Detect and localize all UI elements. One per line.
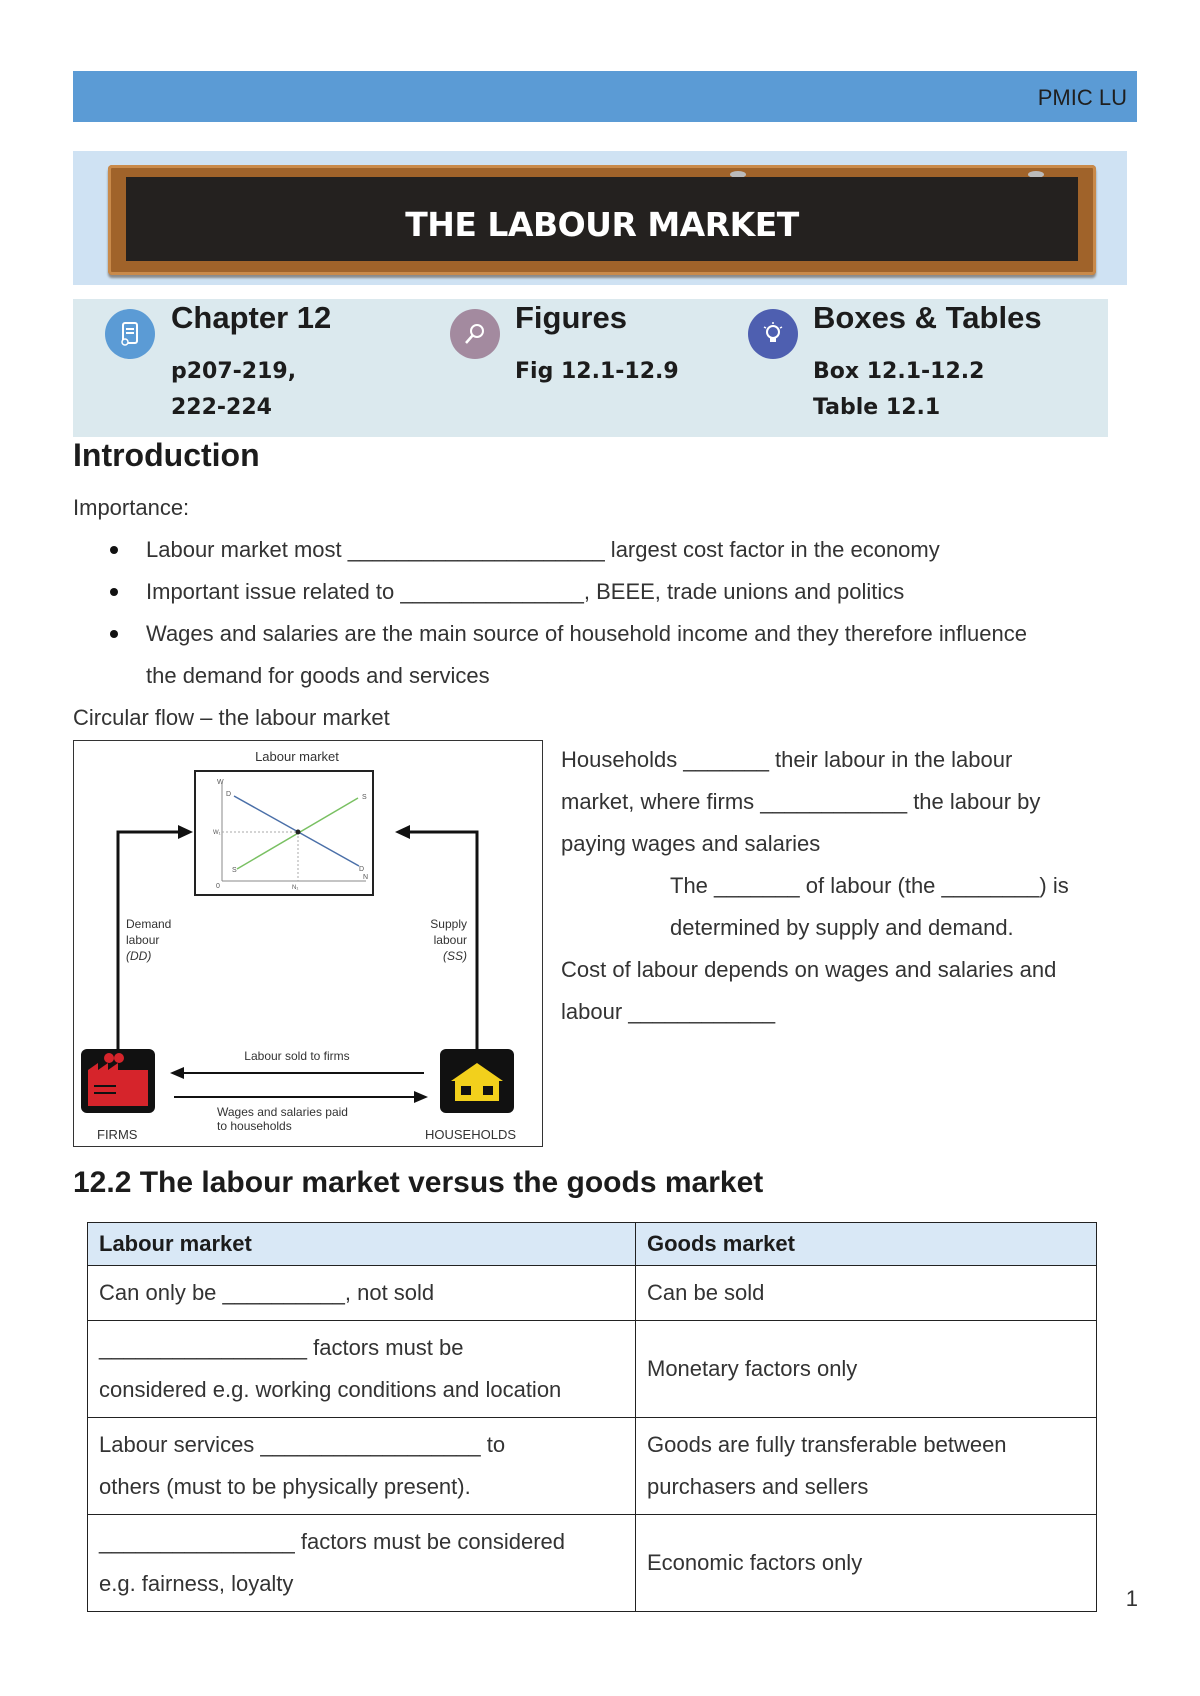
- column-header-goods: Goods market: [636, 1223, 1097, 1266]
- arrowhead-icon: [178, 825, 193, 839]
- demand-label: (DD): [126, 949, 152, 963]
- boxes-heading: Boxes & Tables: [813, 300, 1042, 335]
- households-label: HOUSEHOLDS: [425, 1127, 517, 1142]
- bullet-icon: [110, 588, 118, 596]
- figures-heading: Figures: [515, 300, 627, 335]
- goods-cell: Goods are fully transferable between purchasers and sellers: [636, 1418, 1097, 1515]
- equilibrium-point: [296, 830, 301, 835]
- header-org: PMIC LU: [1037, 85, 1127, 110]
- chapter-pages: p207-219, 222-224: [171, 359, 297, 420]
- label-s: S: [362, 794, 367, 801]
- table-row: [88, 1321, 1097, 1418]
- title-banner: [73, 151, 1127, 285]
- demand-label: Demand: [126, 917, 172, 931]
- axis-label-w: W: [217, 779, 224, 786]
- factory-icon: [81, 1049, 155, 1113]
- importance-label: Importance:: [73, 495, 190, 520]
- section-heading-12-2: 12.2 The labour market versus the goods market: [73, 1166, 764, 1199]
- section-heading-introduction: Introduction: [73, 437, 260, 473]
- arrowhead-icon: [414, 1091, 428, 1103]
- table-row: [88, 1515, 1097, 1612]
- label-d: D: [226, 791, 232, 798]
- comparison-table: [87, 1222, 1097, 1612]
- label-w1: W₁: [213, 830, 221, 836]
- chalkboard-surface: [126, 177, 1078, 261]
- chalkboard: [108, 165, 1096, 275]
- arrowhead-icon: [170, 1067, 184, 1079]
- flow-text-line: Households _______ their labour in the labour: [561, 747, 1013, 772]
- flow-text-line: Cost of labour depends on wages and salaries and: [561, 957, 1057, 982]
- market-title: Labour market: [255, 749, 339, 764]
- label-s: S: [232, 867, 237, 874]
- bullet-item: Labour market most _____________________ largest cost factor in the economy: [146, 537, 940, 562]
- flow-text-line: paying wages and salaries: [561, 831, 821, 856]
- circular-flow-figure: [73, 740, 543, 1147]
- table-header-row: [88, 1223, 1097, 1266]
- bullet-icon: [110, 630, 118, 638]
- label-n1: N₁: [292, 885, 299, 891]
- demand-label: labour: [126, 933, 160, 947]
- table-row: [88, 1418, 1097, 1515]
- lightbulb-icon: [748, 309, 798, 359]
- figures-range: Fig 12.1-12.9: [515, 359, 679, 384]
- flow-text-line: labour ____________: [561, 999, 776, 1024]
- page-number: 1: [1125, 1586, 1138, 1611]
- wages-label: to households: [217, 1119, 292, 1133]
- wages-label: Wages and salaries paid: [217, 1105, 348, 1119]
- chapter-heading: Chapter 12: [171, 300, 332, 335]
- goods-cell: Economic factors only: [636, 1515, 1097, 1612]
- document-icon: [105, 309, 155, 359]
- goods-cell: Can be sold: [636, 1266, 1097, 1321]
- supply-label: (SS): [443, 949, 467, 963]
- flow-text-line: market, where firms ____________ the labour by: [561, 789, 1041, 814]
- arrowhead-icon: [395, 825, 410, 839]
- bullet-icon: [110, 546, 118, 554]
- labour-cell: _________________ factors must be considered e.g. working conditions and location: [88, 1321, 636, 1418]
- firms-label: FIRMS: [97, 1127, 138, 1142]
- flow-text-line: determined by supply and demand.: [670, 915, 1014, 940]
- labour-cell: Can only be __________, not sold: [88, 1266, 636, 1321]
- label-d: D: [359, 866, 365, 873]
- labour-cell: Labour services __________________ to others (must to be physically present).: [88, 1418, 636, 1515]
- reference-strip: [73, 299, 1108, 437]
- header-band: [73, 71, 1137, 122]
- bullet-item: Wages and salaries are the main source of household income and they therefore influence: [146, 621, 1027, 646]
- bullet-item: Important issue related to _______________, BEEE, trade unions and politics: [146, 579, 905, 604]
- house-icon: [440, 1049, 514, 1113]
- column-header-labour: Labour market: [88, 1223, 636, 1266]
- bullet-item-continued: the demand for goods and services: [146, 663, 490, 688]
- axis-origin: 0: [216, 883, 220, 890]
- table-row: [88, 1266, 1097, 1321]
- labour-cell: ________________ factors must be considered e.g. fairness, loyalty: [88, 1515, 636, 1612]
- supply-label: labour: [433, 933, 467, 947]
- supply-label: Supply: [430, 917, 467, 931]
- boxes-range: Box 12.1-12.2 Table 12.1: [813, 359, 985, 420]
- labour-sold-label: Labour sold to firms: [244, 1049, 350, 1063]
- axis-label-n: N: [363, 874, 369, 881]
- goods-cell: Monetary factors only: [636, 1321, 1097, 1418]
- page-title: THE LABOUR MARKET: [405, 205, 799, 244]
- flow-text-line: The _______ of labour (the ________) is: [670, 873, 1069, 898]
- search-icon: [450, 309, 500, 359]
- circular-flow-title: Circular flow – the labour market: [73, 705, 390, 730]
